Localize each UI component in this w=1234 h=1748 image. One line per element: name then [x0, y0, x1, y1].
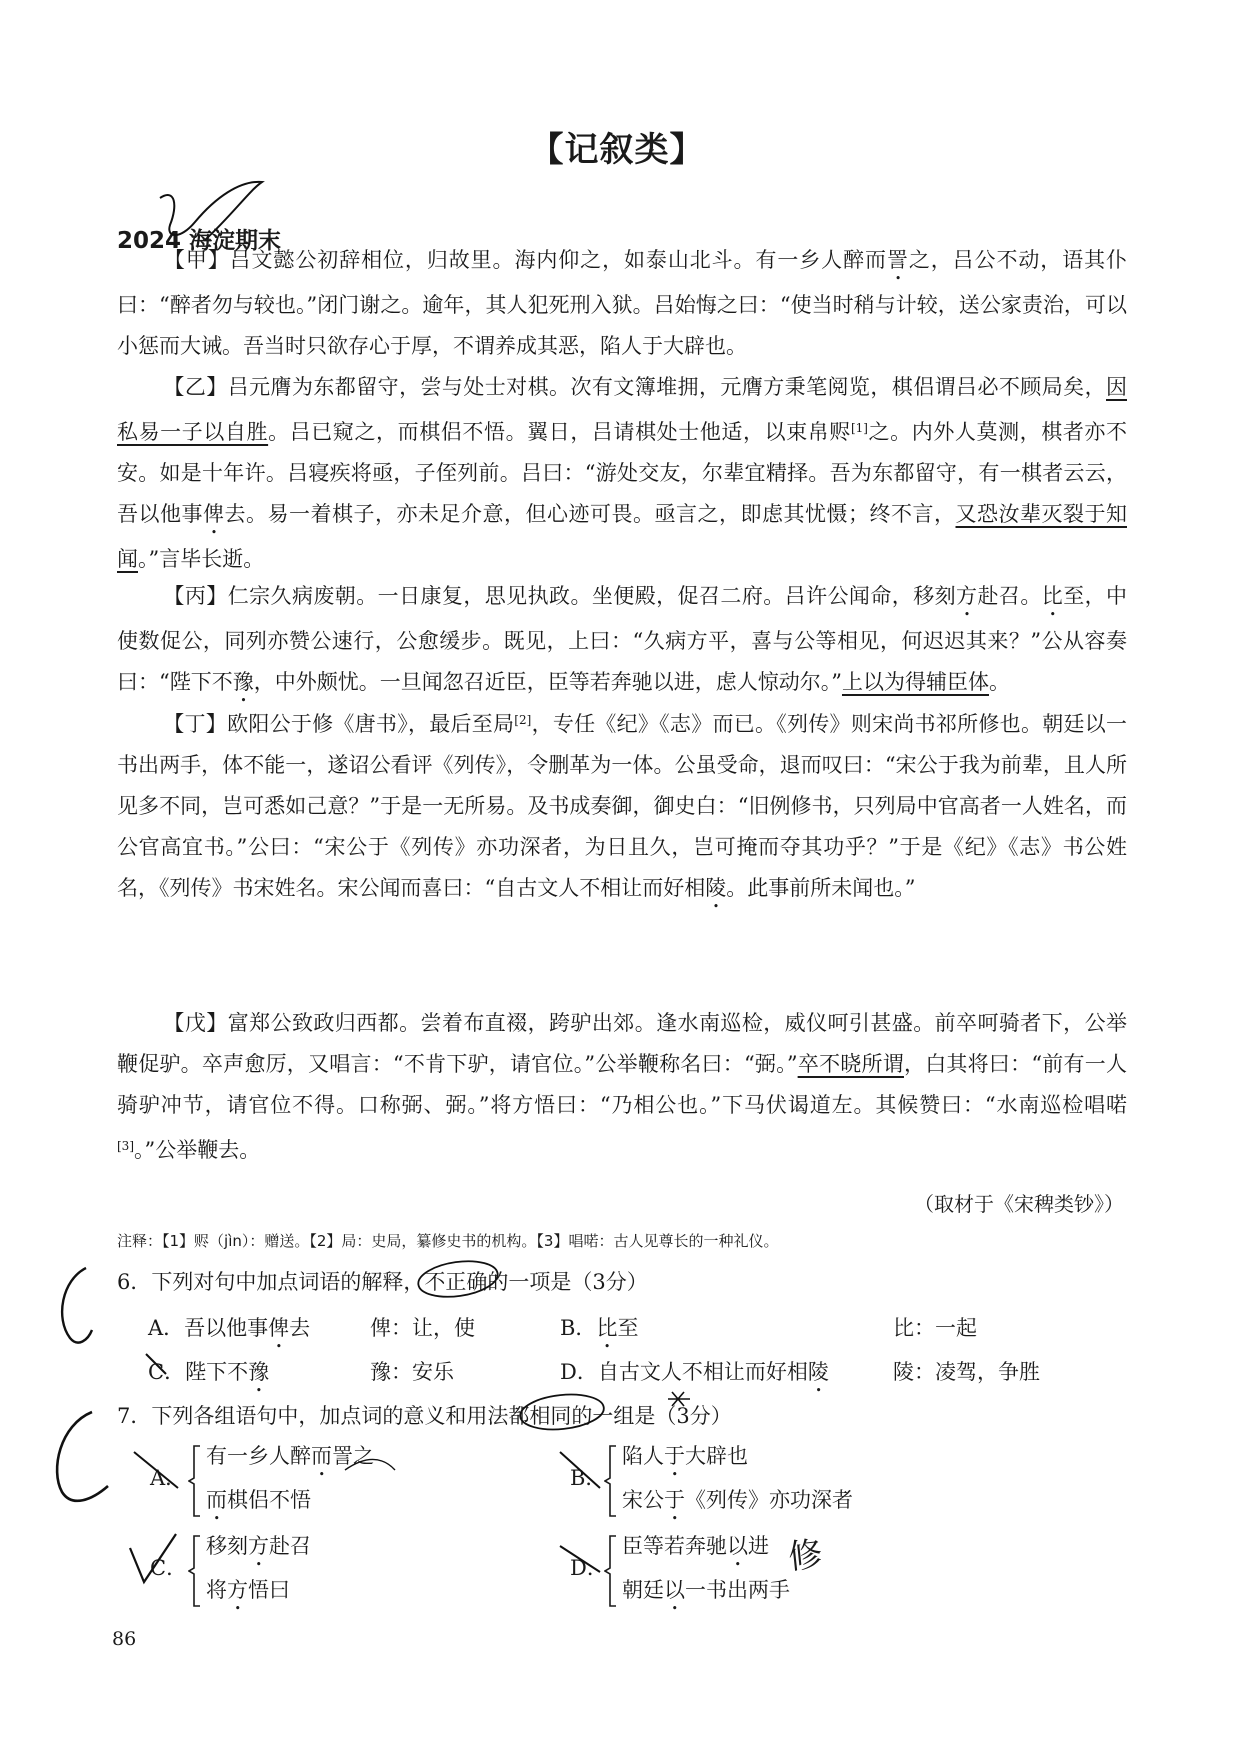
- handwritten-note: 修: [786, 1534, 825, 1578]
- passage-ding-text: 。此事前所未闻也。”: [726, 876, 916, 900]
- option-text: 棋侣不悟: [227, 1488, 311, 1512]
- brace-icon: [604, 1444, 618, 1518]
- passage-bing-text: ，中外颇忧。一旦闻忽召近臣，臣等若奔驰以进，虑人惊动尔。”: [253, 670, 842, 694]
- source-credit: （取材于《宋稗类钞》）: [914, 1192, 1124, 1216]
- dotted-word: 方: [248, 1534, 269, 1558]
- underlined-sentence: 因私易一子以自胜: [117, 375, 1127, 444]
- q7-option-c-label[interactable]: C．: [150, 1556, 188, 1580]
- passage-bing: [117, 576, 1127, 707]
- option-text: 有一乡人醉: [206, 1444, 311, 1468]
- dotted-word: 而: [311, 1444, 332, 1468]
- q7-option-c-line1: [206, 1530, 311, 1571]
- question-6-stem: 6．下列对句中加点词语的解释，不正确的一项是（3分）: [117, 1270, 648, 1294]
- passage-jia-text: 之，吕公不动，语其仆曰：“醉者勿与较也。”闭门谢之。逾年，其人犯死刑入狱。吕始悔之曰：“使当时稍与计较，送公家责治，可以小惩而大诫。吾当时只欲存心于厚，不谓养成其恶，陷人于大辟也。: [117, 248, 1128, 358]
- passage-ding-text: 【丁】欧阳公于修《唐书》，最后至局: [163, 712, 515, 736]
- passage-jia-text: 【甲】吕文懿公初辞相位，归故里。海内仰之，如泰山北斗。有一乡人醉而: [163, 248, 887, 272]
- passage-yi-text: 。吕已窥之，而棋侣不悟。翼日，吕请棋处士他适，以束帛赆: [268, 420, 851, 444]
- q6-option-d[interactable]: [560, 1356, 829, 1397]
- underlined-sentence: 卒不晓所谓: [797, 1052, 904, 1076]
- dotted-word: 于: [664, 1488, 685, 1512]
- passage-bing-text: 至，中使数促公，同列亦赞公速行，公愈缓步。既见，上曰：“久病方平，喜与公等相见，何迟迟其来？”公从容奏曰：“陛下不: [117, 584, 1128, 694]
- option-text: 至: [617, 1316, 639, 1340]
- footnotes: 注释：【1】赆（jìn）：赠送。【2】局：史局，纂修史书的机构。【3】唱喏：古人见尊长的一种礼仪。: [117, 1232, 779, 1250]
- passage-yi-text: 之。内外人莫测，棋者亦不安。如是十年许。吕寝疾将亟，子侄列前。吕曰：“游处交友，尔辈宜精择。吾为东都留守，有一棋者云云，吾以他事: [117, 420, 1128, 526]
- option-text: 大辟也: [685, 1444, 748, 1468]
- option-text: 将: [206, 1578, 227, 1602]
- dotted-word: 于: [664, 1444, 685, 1468]
- dotted-word: 以: [664, 1578, 685, 1602]
- q6-option-c[interactable]: [148, 1356, 269, 1397]
- dotted-word: 陵: [807, 1360, 829, 1384]
- option-text: 进: [748, 1534, 769, 1558]
- option-text: 一书出两手: [685, 1578, 790, 1602]
- brace-icon: [188, 1534, 202, 1608]
- q7-option-b-line1: [622, 1440, 748, 1481]
- option-text: 陷人: [622, 1444, 664, 1468]
- option-text: 《列传》亦功深者: [685, 1488, 853, 1512]
- passage-wu-text: 。”公举鞭去。: [134, 1138, 261, 1162]
- q6-option-a[interactable]: [148, 1312, 310, 1353]
- q7-option-d-line1: [622, 1530, 769, 1571]
- passage-ding: [117, 700, 1127, 913]
- dotted-word: 俾: [268, 1316, 290, 1340]
- passage-bing-text: 【丙】仁宗久病废朝。一日康复，思见执政。坐便殿，促召二府。吕许公闻命，移刻: [163, 584, 957, 608]
- q7-option-b-label[interactable]: B．: [570, 1466, 607, 1490]
- note-marker: [1]: [850, 421, 868, 435]
- option-text: 臣等若奔驰: [622, 1534, 727, 1558]
- q7-option-b-line2: [622, 1484, 853, 1525]
- dotted-word: 而: [206, 1488, 227, 1512]
- option-text: 去: [289, 1316, 311, 1340]
- dotted-word: 豫: [248, 1360, 270, 1384]
- option-text: C．陛下不: [148, 1360, 249, 1384]
- dotted-word: 俾: [203, 502, 225, 526]
- option-text: D．自古文人不相让而好相: [560, 1360, 808, 1384]
- source-label: 2024 海淀期末: [117, 228, 282, 254]
- passage-yi-text: 【乙】吕元膺为东都留守，尝与处士对棋。次有文簿堆拥，元膺方秉笔阅览，棋侣谓吕必不顾局矣，: [163, 375, 1106, 399]
- underlined-sentence: 上以为得辅臣体: [841, 670, 989, 694]
- passage-wu-text: 【戊】富郑公致政归西都。尝着布直裰，跨驴出郊。逢水南巡检，威仪呵引甚盛。前卒呵骑者下，公举鞭促驴。卒声愈厉，又唱言：“不肯下驴，请官位。”公举鞭称名曰：“弼。”: [117, 1011, 1127, 1076]
- section-title: 【记叙类】: [529, 130, 705, 170]
- dotted-word: 豫: [232, 670, 254, 694]
- dotted-word: 詈: [886, 248, 909, 272]
- dotted-word: 方: [956, 584, 978, 608]
- passage-bing-text: 。: [988, 670, 1010, 694]
- dotted-word: 以: [727, 1534, 748, 1558]
- q6-option-b-gloss: 比：一起: [893, 1316, 977, 1340]
- dotted-word: 陵: [705, 876, 727, 900]
- option-text: 移刻: [206, 1534, 248, 1558]
- dotted-word: 比: [596, 1316, 618, 1340]
- question-7-stem: 7．下列各组语句中，加点词的意义和用法都相同的一组是（3分）: [117, 1404, 732, 1428]
- brace-icon: [604, 1534, 618, 1608]
- passage-yi-text: 去。易一着棋子，亦未足介意，但心迹可畏。亟言之，即虑其忧慑；终不言，: [224, 502, 956, 526]
- q6-option-b[interactable]: [560, 1312, 638, 1353]
- q7-option-a-label[interactable]: A．: [150, 1466, 187, 1490]
- passage-yi: [117, 367, 1127, 580]
- note-marker: [2]: [514, 713, 532, 727]
- q6-option-c-gloss: 豫：安乐: [370, 1360, 454, 1384]
- page-number: 86: [112, 1628, 137, 1650]
- option-text: 朝廷: [622, 1578, 664, 1602]
- q6-option-a-gloss: 俾：让，使: [370, 1316, 475, 1340]
- q7-option-a-line1: [206, 1440, 374, 1481]
- passage-jia: [117, 240, 1127, 367]
- passage-yi-text: 。”言毕长逝。: [138, 547, 265, 571]
- option-text: 詈之: [332, 1444, 374, 1468]
- handwritten-c-q6: [62, 1268, 92, 1343]
- note-marker: [3]: [117, 1139, 134, 1153]
- q7-option-a-line2: [206, 1484, 311, 1525]
- underlined-sentence: 又恐汝辈灭裂于知闻: [117, 502, 1127, 571]
- option-text: 赴召: [269, 1534, 311, 1558]
- passage-ding-text: ，专任《纪》《志》而已。《列传》则宋尚书祁所修也。朝廷以一书出两手，体不能一，遂诏公看评《列传》，令删革为一体。公虽受命，退而叹曰：“宋公于我为前辈，且人所见多不同，岂可悉如己意？”于是一无所易。及书成奏御，御史白：“旧例修书，只列局中官高者一人姓名，而公官高宜书。”公曰：“宋公于《列传》亦功深者，为日且久，岂可掩而夺其功乎？”于是《纪》《志》书公姓名，《列传》书宋姓名。宋公闻而喜曰：“自古文人不相让而好相: [117, 712, 1128, 900]
- brace-icon: [188, 1444, 202, 1518]
- option-text: 宋公: [622, 1488, 664, 1512]
- passage-wu-text: ，白其将曰：“前有一人骑驴冲节，请官位不得。口称弼、弼。”将方悟曰：“乃相公也。”下马伏谒道左。其候赞曰：“水南巡检唱喏: [117, 1052, 1127, 1117]
- option-text: B．: [560, 1316, 597, 1340]
- q6-option-d-gloss: 陵：凌驾，争胜: [893, 1360, 1040, 1384]
- dotted-word: 方: [227, 1578, 248, 1602]
- option-text: A．吾以他事: [148, 1316, 269, 1340]
- q7-option-d-line2: [622, 1574, 790, 1615]
- handwritten-c-q7: [57, 1412, 108, 1501]
- passage-wu: [117, 1003, 1127, 1171]
- passage-bing-text: 赴召。: [977, 584, 1042, 608]
- dotted-word: 比: [1041, 584, 1064, 608]
- q7-option-d-label[interactable]: D．: [570, 1556, 608, 1580]
- option-text: 悟曰: [248, 1578, 290, 1602]
- q7-option-c-line2: [206, 1574, 290, 1615]
